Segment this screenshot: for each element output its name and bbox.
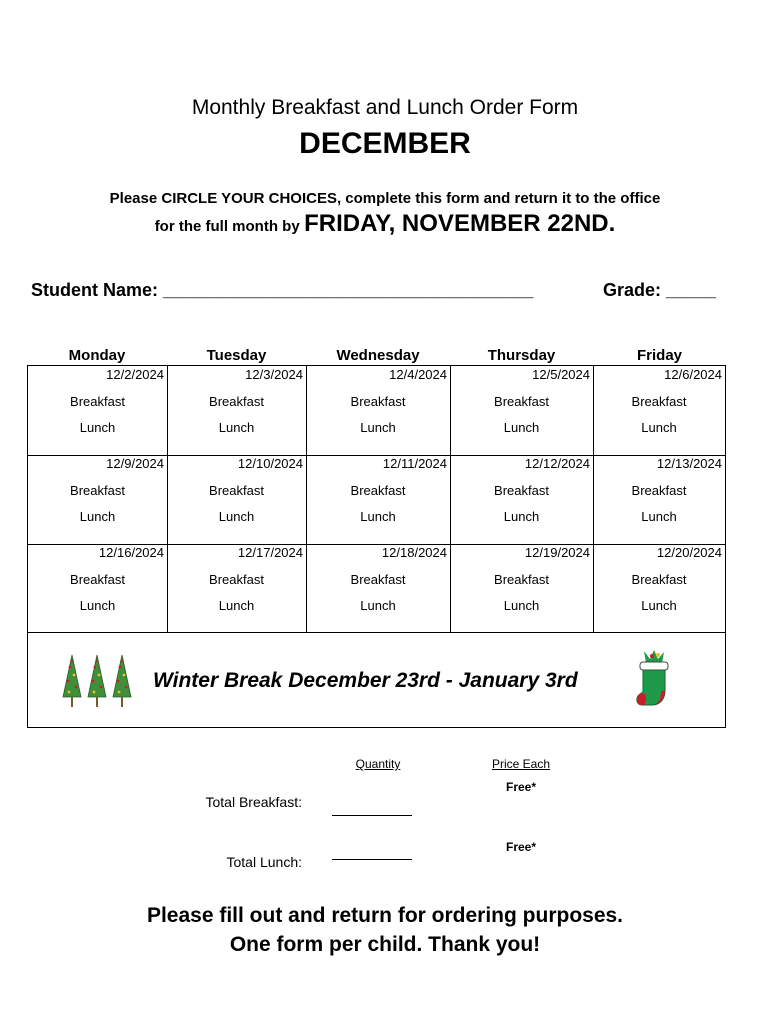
cell-date: 12/11/2024 [382,456,447,471]
closing-line-2: One form per child. Thank you! [229,933,541,956]
lunch-choice[interactable]: Lunch [79,598,116,613]
calendar-cell [593,455,725,544]
total-lunch-label: Total Lunch: [226,854,302,870]
calendar-cell [593,544,725,633]
lunch-choice[interactable]: Lunch [503,509,540,524]
breakfast-choice[interactable]: Breakfast [209,394,264,409]
lunch-choice[interactable]: Lunch [641,509,677,524]
cell-date: 12/2/2024 [106,367,164,382]
lunch-choice[interactable]: Lunch [218,509,255,524]
cell-date: 12/19/2024 [524,545,590,560]
total-breakfast-quantity-field[interactable] [332,815,412,816]
calendar-cell [306,544,450,633]
lunch-choice[interactable]: Lunch [503,420,540,435]
calendar-grid [27,365,726,633]
breakfast-choice[interactable]: Breakfast [209,572,264,587]
lunch-choice[interactable]: Lunch [79,420,116,435]
cell-date: 12/3/2024 [245,367,303,382]
deadline-date: FRIDAY, NOVEMBER 22ND. [304,210,616,237]
christmas-trees-icon [61,653,133,709]
price-each-header: Price Each [491,757,551,771]
lunch-choice[interactable]: Lunch [503,598,540,613]
breakfast-choice[interactable]: Breakfast [494,483,549,498]
instructions-line-1: Please CIRCLE YOUR CHOICES, complete this form and return it to the office [109,190,661,207]
breakfast-choice[interactable]: Breakfast [350,572,406,587]
breakfast-choice[interactable]: Breakfast [494,394,549,409]
lunch-choice[interactable]: Lunch [360,420,396,435]
breakfast-choice[interactable]: Breakfast [350,394,406,409]
cell-date: 12/9/2024 [106,456,164,471]
student-name-field[interactable]: Student Name: _____________________________________ [31,280,534,300]
lunch-choice[interactable]: Lunch [218,598,255,613]
lunch-choice[interactable]: Lunch [79,509,116,524]
breakfast-choice[interactable]: Breakfast [209,483,264,498]
month-title: DECEMBER [299,127,471,160]
day-header-thursday: Thursday [487,347,556,364]
calendar-cell [450,544,593,633]
breakfast-price: Free* [505,780,537,794]
calendar-cell [306,366,450,455]
total-breakfast-label: Total Breakfast: [205,794,302,810]
calendar-cell [167,366,306,455]
cell-date: 12/5/2024 [532,367,590,382]
calendar-cell [450,455,593,544]
day-header-friday: Friday [636,347,682,364]
breakfast-choice[interactable]: Breakfast [631,483,687,498]
closing-line-1: Please fill out and return for ordering purposes. [146,904,624,927]
day-header-wednesday: Wednesday [336,347,420,364]
deadline-prefix: for the full month by [154,218,300,235]
calendar-cell [450,366,593,455]
winter-break-banner [27,632,726,728]
lunch-choice[interactable]: Lunch [360,598,396,613]
lunch-choice[interactable]: Lunch [641,420,677,435]
breakfast-choice[interactable]: Breakfast [70,483,125,498]
cell-date: 12/18/2024 [381,545,447,560]
cell-date: 12/12/2024 [524,456,590,471]
cell-date: 12/17/2024 [237,545,303,560]
breakfast-choice[interactable]: Breakfast [70,572,125,587]
grade-field[interactable]: Grade: _____ [603,280,717,300]
cell-date: 12/16/2024 [98,545,164,560]
breakfast-choice[interactable]: Breakfast [631,394,687,409]
day-header-tuesday: Tuesday [206,347,267,364]
lunch-choice[interactable]: Lunch [360,509,396,524]
cell-date: 12/6/2024 [664,367,722,382]
quantity-header: Quantity [355,757,401,771]
breakfast-choice[interactable]: Breakfast [494,572,549,587]
calendar-cell [28,366,167,455]
instructions-line-2 [0,210,770,238]
calendar-cell [167,544,306,633]
breakfast-choice[interactable]: Breakfast [631,572,687,587]
day-header-monday: Monday [68,347,126,364]
calendar-cell [306,455,450,544]
breakfast-choice[interactable]: Breakfast [70,394,125,409]
cell-date: 12/10/2024 [237,456,303,471]
breakfast-choice[interactable]: Breakfast [350,483,406,498]
winter-break-text: Winter Break December 23rd - January 3rd [153,669,578,692]
lunch-price: Free* [505,840,537,854]
lunch-choice[interactable]: Lunch [641,598,677,613]
cell-date: 12/13/2024 [656,456,722,471]
cell-date: 12/4/2024 [389,367,447,382]
calendar-cell [167,455,306,544]
calendar-cell [28,455,167,544]
christmas-stocking-icon [634,647,674,711]
total-lunch-quantity-field[interactable] [332,859,412,860]
cell-date: 12/20/2024 [656,545,722,560]
form-title: Monthly Breakfast and Lunch Order Form [191,96,579,119]
calendar-cell [28,544,167,633]
calendar-cell [593,366,725,455]
lunch-choice[interactable]: Lunch [218,420,255,435]
